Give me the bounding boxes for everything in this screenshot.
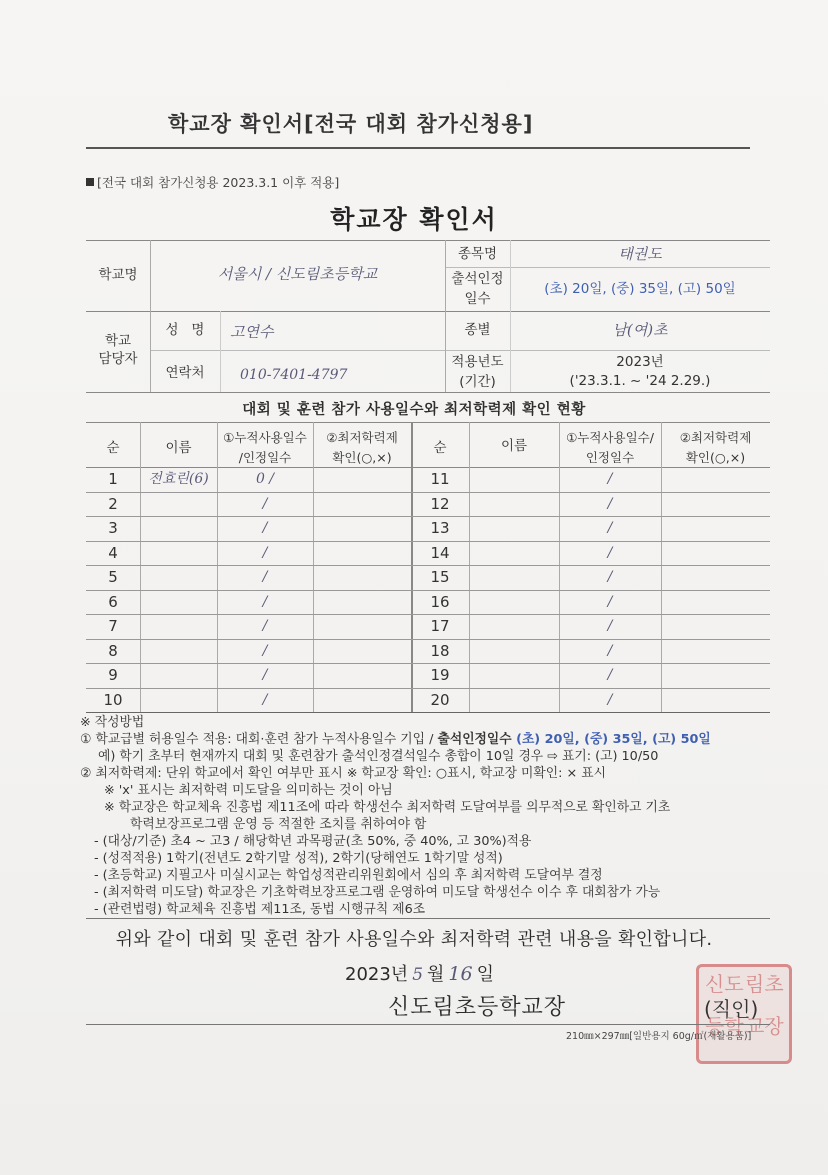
gender-value: 남(여)초 xyxy=(612,321,668,339)
attendance-label-1: 출석인정 xyxy=(451,271,504,287)
table-col-divider xyxy=(313,422,314,712)
seal-char: 림초 xyxy=(745,972,784,996)
document-title: 학교장 확인서 xyxy=(330,205,498,234)
instructions xyxy=(80,714,780,918)
contact-value: 010-7401-4797 xyxy=(240,367,348,383)
table-cell-l-no: 5 xyxy=(108,568,118,586)
year-label-2: (기간) xyxy=(459,374,496,390)
info-divider-v xyxy=(220,311,221,392)
table-cell-l-days: / xyxy=(262,496,268,512)
table-cell-l-no: 10 xyxy=(103,691,123,709)
table-cell-r-days: / xyxy=(607,594,613,610)
table-cell-l-days: / xyxy=(262,594,268,610)
info-divider xyxy=(445,267,770,268)
header-rule xyxy=(86,147,750,149)
note-1-bold: 출석인정일수 xyxy=(437,732,512,747)
event-value: 태권도 xyxy=(618,245,662,263)
manager-label-1: 학교 xyxy=(104,333,132,349)
table-cell-l-no: 3 xyxy=(108,519,118,537)
table-cell-l-no: 9 xyxy=(108,666,118,684)
confirm-rule xyxy=(86,918,770,919)
header-title: 학교장 확인서[전국 대회 참가신청용] xyxy=(168,112,534,136)
note-2-law-2: 학력보장프로그램 운영 등 적절한 조치를 취하여야 함 xyxy=(130,817,427,832)
table-cell-l-no: 6 xyxy=(108,593,118,611)
scope-note xyxy=(86,173,339,191)
table-cell-l-no: 4 xyxy=(108,544,118,562)
note-2-law-1: ※ 학교장은 학교체육 진흥법 제11조에 따라 학생선수 최저학력 도달여부를 의무적으로 확인하고 기초 xyxy=(104,800,671,815)
table-cell-r-days: / xyxy=(607,692,613,708)
table-cell-r-days: / xyxy=(607,667,613,683)
table-row-rule xyxy=(86,614,770,615)
gender-label: 종별 xyxy=(464,322,491,338)
table-col-divider xyxy=(140,422,141,712)
table-cell-r-no: 18 xyxy=(430,642,450,660)
manager-label-2: 담당자 xyxy=(98,351,138,367)
col-header-no-right: 순 xyxy=(433,440,447,456)
col-header-no: 순 xyxy=(106,440,120,456)
table-border-bottom xyxy=(86,712,770,713)
detail-3: - (초등학교) 지필고사 미실시교는 학업성적관리위원회에서 심의 후 최저학력 도달여부 결정 xyxy=(94,868,603,883)
info-divider xyxy=(86,311,770,312)
info-divider xyxy=(150,350,770,351)
contact-label: 연락처 xyxy=(165,365,205,381)
detail-1: - (대상/기준) 초4 ~ 고3 / 해당학년 과목평균(초 50%, 중 40%, 고 30%)적용 xyxy=(94,834,532,849)
table-cell-r-no: 19 xyxy=(430,666,450,684)
table-cell-l-days: 0 / xyxy=(255,471,275,487)
table-cell-l-name: 전효린(6) xyxy=(148,471,209,487)
table-cell-l-no: 2 xyxy=(108,495,118,513)
table-cell-r-no: 11 xyxy=(430,470,450,488)
note-2: ② 최저학력제: 단위 학교에서 확인 여부만 표시 ※ 학교장 확인: ○표시, 학교장 미확인: × 표시 xyxy=(80,766,606,781)
paper-spec-note: 210㎜×297㎜[일반용지 60g/㎡(재활용품)] xyxy=(566,1031,752,1042)
table-cell-r-days: / xyxy=(607,520,613,536)
table-cell-r-days: / xyxy=(607,569,613,585)
col-header-min-right-2: 확인(○,×) xyxy=(685,450,746,465)
table-row-rule xyxy=(86,663,770,664)
table-cell-l-days: / xyxy=(262,569,268,585)
col-header-min-1: ②최저학력제 xyxy=(326,430,398,445)
table-cell-l-days: / xyxy=(262,667,268,683)
col-header-name-right: 이름 xyxy=(500,438,528,454)
note-1-days: (초) 20일, (중) 35일, (고) 50일 xyxy=(511,732,711,747)
col-header-days-1: ①누적사용일수 xyxy=(223,430,307,445)
date-day-unit: 일 xyxy=(476,964,494,985)
seal-char: 교장 xyxy=(745,1014,784,1038)
table-cell-l-no: 1 xyxy=(108,470,118,488)
note-1 xyxy=(80,731,780,748)
info-border-top xyxy=(86,240,770,241)
table-cell-l-days: / xyxy=(262,545,268,561)
signature-date xyxy=(345,960,494,986)
table-col-divider xyxy=(469,422,470,712)
year-label-1: 적용년도 xyxy=(451,354,504,370)
footer-rule xyxy=(86,1024,770,1025)
note-1-example: 예) 학기 초부터 현재까지 대회 및 훈련참가 출석인정결석일수 총합이 10일 경우 ⇨ 표기: (고) 10/50 xyxy=(98,749,659,764)
col-header-days-right-1: ①누적사용일수/ xyxy=(566,430,654,445)
attendance-label-2: 일수 xyxy=(464,291,491,307)
table-cell-r-no: 16 xyxy=(430,593,450,611)
seal-char: 등학 xyxy=(705,1014,744,1038)
table-cell-l-no: 7 xyxy=(108,617,118,635)
year-value: 2023년 xyxy=(616,354,664,370)
col-header-name: 이름 xyxy=(165,440,192,456)
col-header-min-2: 확인(○,×) xyxy=(332,450,392,465)
table-row-rule xyxy=(86,565,770,566)
attendance-value: (초) 20일, (중) 35일, (고) 50일 xyxy=(544,281,736,297)
seal-label: (직인) xyxy=(704,997,759,1021)
table-row-rule xyxy=(86,516,770,517)
table-col-divider xyxy=(661,422,662,712)
event-label: 종목명 xyxy=(457,246,498,262)
table-row-rule xyxy=(86,492,770,493)
date-year: 2023년 xyxy=(345,964,409,985)
col-header-min-right-1: ②최저학력제 xyxy=(679,430,752,445)
name-label: 성 명 xyxy=(165,322,205,338)
school-value: 서울시 / 신도림초등학교 xyxy=(217,265,378,283)
col-header-days-2: /인정일수 xyxy=(238,450,292,465)
name-value: 고연수 xyxy=(230,323,274,341)
table-cell-r-days: / xyxy=(607,471,613,487)
table-cell-l-days: / xyxy=(262,692,268,708)
table-row-rule xyxy=(86,639,770,640)
table-cell-r-no: 14 xyxy=(430,544,450,562)
table-cell-r-no: 20 xyxy=(430,691,450,709)
table-row-rule xyxy=(86,541,770,542)
table-row-rule xyxy=(86,590,770,591)
table-cell-r-days: / xyxy=(607,643,613,659)
table-cell-r-no: 12 xyxy=(430,495,450,513)
date-day: 16 xyxy=(448,963,473,985)
principal-name: 신도림초등학교장 xyxy=(388,995,567,1020)
table-cell-l-days: / xyxy=(262,520,268,536)
table-cell-r-days: / xyxy=(607,496,613,512)
instructions-title: ※ 작성방법 xyxy=(80,715,145,730)
note-1-text: ① 학교급별 허용일수 적용: 대회·훈련 참가 누적사용일수 기입 / xyxy=(80,732,438,747)
table-cell-r-days: / xyxy=(607,545,613,561)
scope-note-text: [전국 대회 참가신청용 2023.3.1 이후 적용] xyxy=(97,175,340,190)
date-month-unit: 월 xyxy=(427,964,445,985)
square-bullet-icon xyxy=(86,178,94,186)
table-cell-l-days: / xyxy=(262,643,268,659)
table-cell-r-no: 17 xyxy=(430,617,450,635)
table-cell-r-days: / xyxy=(607,618,613,634)
table-cell-l-no: 8 xyxy=(108,642,118,660)
detail-4: - (최저학력 미도달) 학교장은 기초학력보장프로그램 운영하여 미도달 학생선수 이수 후 대회참가 가능 xyxy=(94,885,661,900)
table-cell-r-no: 13 xyxy=(430,519,450,537)
date-month: 5 xyxy=(412,965,424,985)
info-divider xyxy=(86,392,770,393)
detail-2: - (성적적용) 1학기(전년도 2학기말 성적), 2학기(당해연도 1학기말 성적) xyxy=(94,851,503,866)
school-label: 학교명 xyxy=(98,267,138,283)
detail-5: - (관련법령) 학교체육 진흥법 제11조, 동법 시행규칙 제6조 xyxy=(94,902,426,917)
confirm-statement: 위와 같이 대회 및 훈련 참가 사용일수와 최저학력 관련 내용을 확인합니다. xyxy=(115,929,713,950)
seal-char: 신도 xyxy=(705,972,744,996)
table-cell-r-no: 15 xyxy=(430,568,450,586)
table-row-rule xyxy=(86,688,770,689)
table-border-top xyxy=(86,422,770,423)
section-title: 대회 및 훈련 참가 사용일수와 최저학력제 확인 현황 xyxy=(242,402,586,418)
table-cell-l-days: / xyxy=(262,618,268,634)
note-2-x: ※ 'x' 표시는 최저학력 미도달을 의미하는 것이 아님 xyxy=(104,783,393,798)
col-header-days-right-2: 인정일수 xyxy=(585,450,635,465)
period-value: ('23.3.1. ~ '24 2.29.) xyxy=(569,373,711,389)
